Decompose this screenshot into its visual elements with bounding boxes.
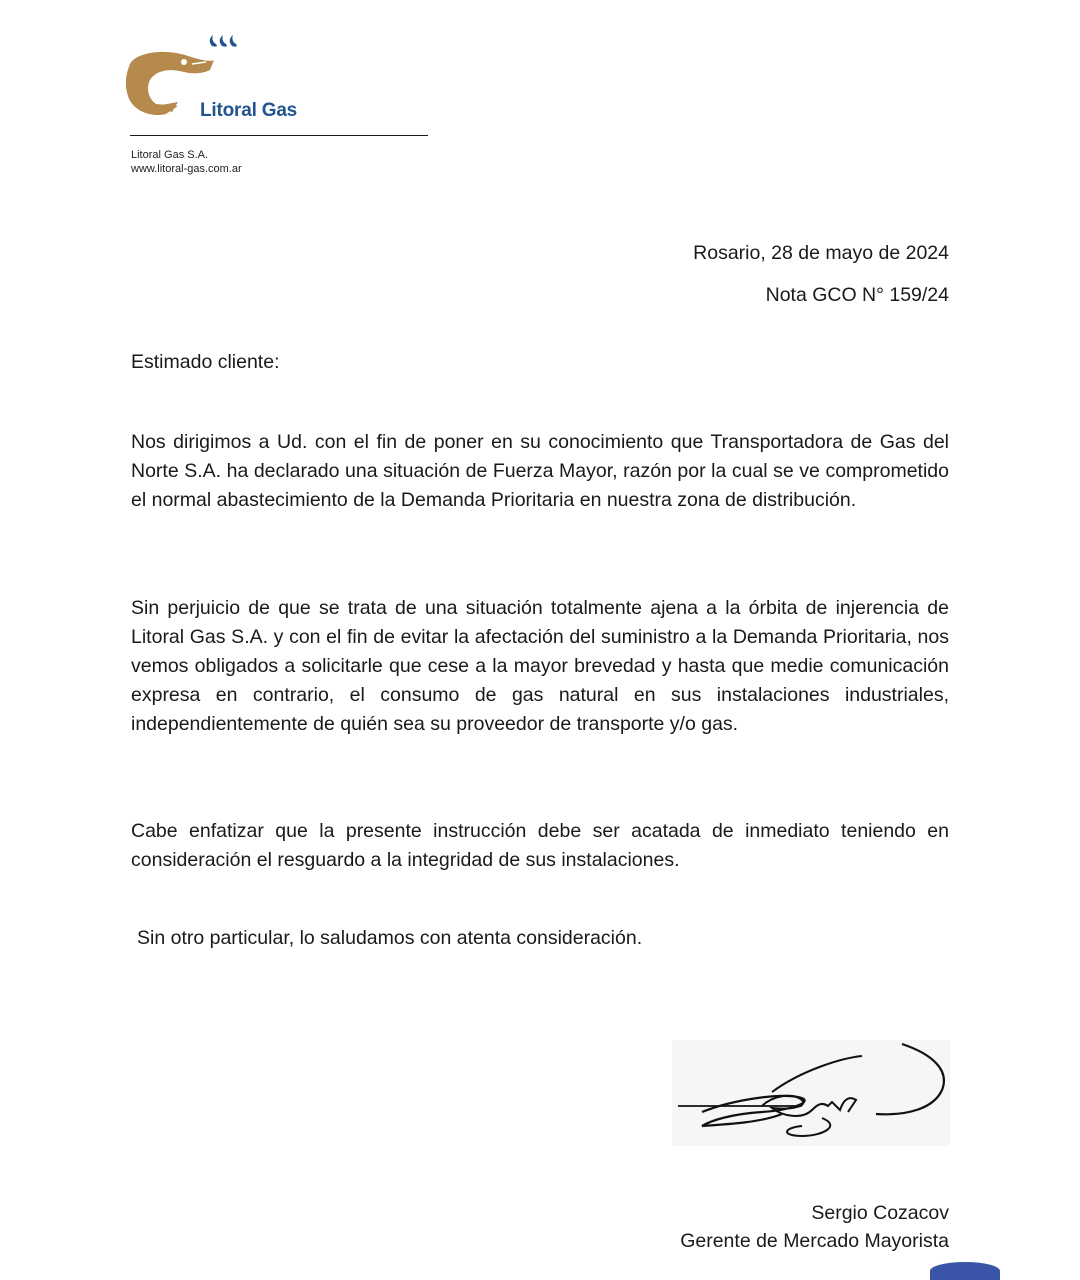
paragraph-1: Nos dirigimos a Ud. con el fin de poner en su conocimiento que Transportadora de Gas del Norte S.A. ha declarado una situación de Fuerza Mayor, razón por la cual se ve comprometido el normal abastecimiento de la Demanda Prioritaria en nuestra zona de distribución.	[131, 431, 949, 511]
signatory-name: Sergio Cozacov	[811, 1202, 949, 1224]
company-info	[131, 148, 242, 176]
note-reference: Nota GCO N° 159/24	[765, 284, 949, 306]
brand-name: Litoral Gas	[200, 100, 298, 121]
closing-line: Sin otro particular, lo saludamos con atenta consideración.	[137, 927, 643, 949]
corner-stamp-fragment	[930, 1262, 1000, 1280]
place-date: Rosario, 28 de mayo de 2024	[693, 242, 949, 264]
greeting: Estimado cliente:	[131, 351, 280, 373]
signature-scribble-icon	[672, 1040, 950, 1146]
company-website: www.litoral-gas.com.ar	[131, 163, 242, 175]
signatory-title: Gerente de Mercado Mayorista	[680, 1230, 949, 1252]
company-name: Litoral Gas S.A.	[131, 149, 209, 161]
company-logo	[126, 34, 326, 130]
handwritten-signature	[672, 1040, 950, 1146]
paragraph-2: Sin perjuicio de que se trata de una situación totalmente ajena a la órbita de injerencia de Litoral Gas S.A. y con el fin de evitar la afectación del suministro a la Demanda Prioritaria, nos vemos obligados a solicitarle que cese a la mayor brevedad y hasta que medie comunicación expresa en contrario, el consumo de gas natural en sus instalaciones industriales, independientemente de quién sea su proveedor de transporte y/o gas.	[131, 597, 949, 735]
header-divider	[130, 135, 428, 136]
signatory	[680, 1199, 949, 1255]
paragraph-3: Cabe enfatizar que la presente instrucción debe ser acatada de inmediato teniendo en consideración el resguardo a la integridad de sus instalaciones.	[131, 820, 949, 871]
